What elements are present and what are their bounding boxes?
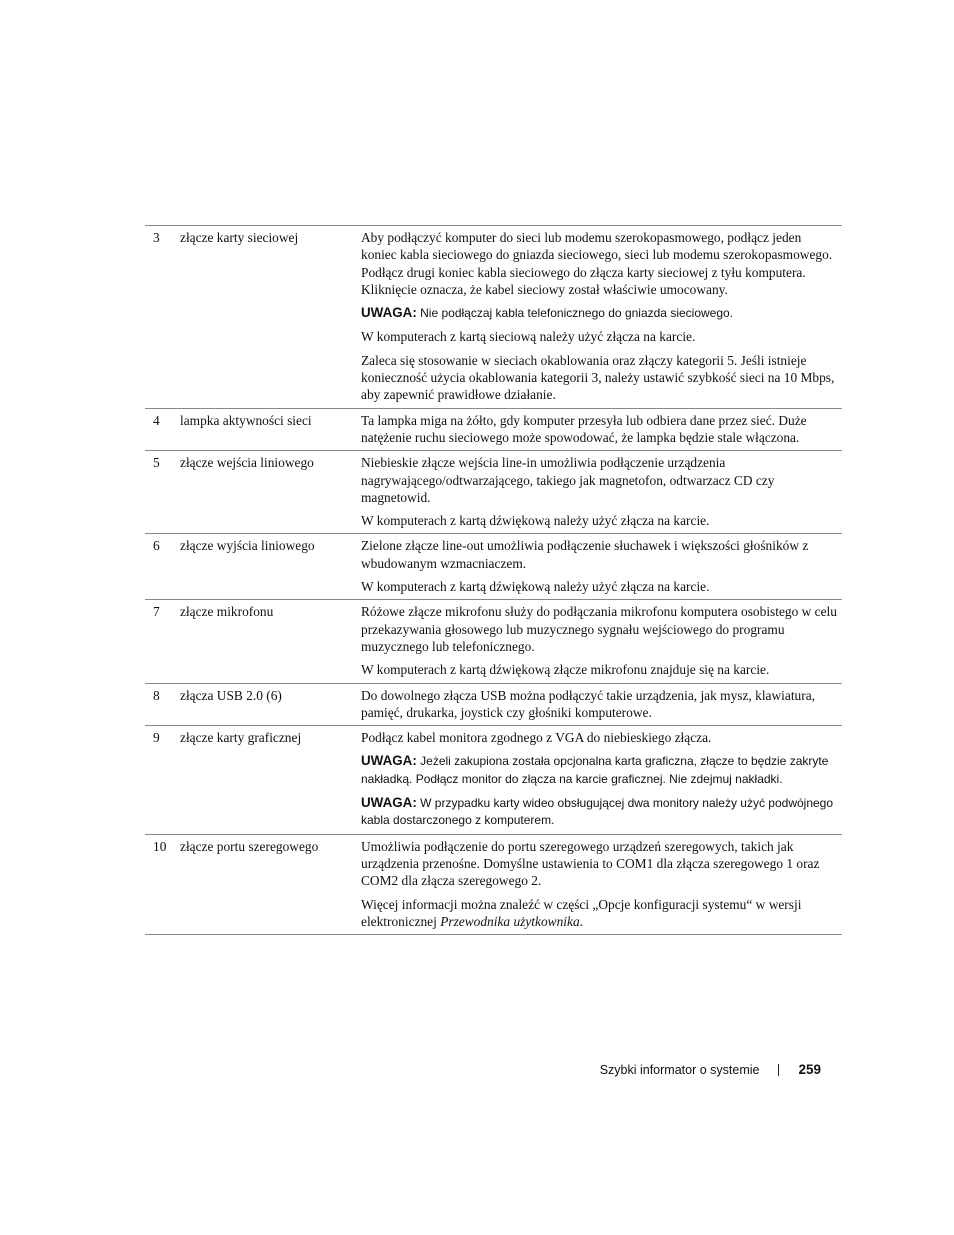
connector-description — [361, 834, 842, 934]
connector-description — [361, 600, 842, 683]
table-row — [145, 534, 842, 600]
connector-description — [361, 683, 842, 726]
note-text: Jeżeli zakupiona została opcjonalna karta graficzna, złącze to będzie zakryte nakładką. Podłącz monitor do złącza na karcie graficznej. Nie zdejmuj nakładki. — [361, 754, 829, 786]
row-number: 8 — [145, 683, 162, 726]
note — [361, 752, 840, 788]
connector-description — [361, 726, 842, 834]
paragraph: Umożliwia podłączenie do portu szeregowego urządzeń szeregowych, takich jak urządzenia przenośne. Domyślne ustawienia to COM1 dla złącza szeregowego 1 oraz COM2 dla złącza szeregowego 2. — [361, 838, 820, 889]
connector-name: złącze portu szeregowego — [162, 834, 361, 934]
connector-name: złącze wejścia liniowego — [162, 451, 361, 534]
paragraph: Różowe złącze mikrofonu służy do podłączania mikrofonu komputera osobistego w celu przekazywania głosowego lub muzycznego sygnału wejściowego do programu muzycznego lub telefonicznego. — [361, 604, 837, 654]
paragraph: Podłącz kabel monitora zgodnego z VGA do niebieskiego złącza. — [361, 730, 712, 746]
note-text: Nie podłączaj kabla telefonicznego do gniazda sieciowego. — [420, 306, 734, 321]
table-row — [145, 834, 842, 934]
paragraph: Zielone złącze line-out umożliwia podłączenie słuchawek i większości głośników z wbudowanym wzmacniaczem. — [361, 538, 809, 571]
connector-name: złącze mikrofonu — [162, 600, 361, 683]
paragraph: W komputerach z kartą dźwiękową złącze mikrofonu znajduje się na karcie. — [361, 662, 770, 678]
table-row — [145, 726, 842, 834]
row-number: 3 — [153, 230, 160, 245]
paragraph: Aby podłączyć komputer do sieci lub modemu szerokopasmowego, podłącz jeden koniec kabla sieciowego do gniazda sieciowego, sieci lub modemu szerokopasmowego. Podłącz drugi koniec kabla sieciowego do złącza karty sieciowej z tyłu komputera. Kliknięcie oznacza, że kabel sieciowy został właściwie umocowany. — [361, 230, 833, 297]
table-row — [145, 683, 842, 726]
paragraph: W komputerach z kartą dźwiękową należy użyć złącza na karcie. — [361, 513, 710, 529]
paragraph — [361, 896, 840, 931]
connector-description — [361, 534, 842, 600]
page-number: 259 — [798, 1062, 821, 1077]
note-label: UWAGA: — [361, 795, 417, 811]
row-number: 5 — [145, 451, 162, 534]
paragraph: Niebieskie złącze wejścia line-in umożliwia podłączenie urządzenia nagrywającego/odtwarzającego, takiego jak magnetofon, odtwarzacz CD czy magnetowid. — [361, 455, 775, 505]
paragraph: W komputerach z kartą dźwiękową należy użyć złącza na karcie. — [361, 579, 710, 595]
note-label: UWAGA: — [361, 753, 417, 769]
page-footer — [600, 1062, 821, 1077]
row-number: 7 — [145, 600, 162, 683]
paragraph-text: Więcej informacji można znaleźć w części „Opcje konfiguracji systemu“ w wersji elektronicznej — [361, 896, 802, 929]
note — [361, 794, 840, 830]
manual-title: Przewodnika użytkownika — [440, 913, 580, 929]
note — [361, 304, 840, 322]
row-number: 9 — [145, 726, 162, 834]
table-row — [145, 600, 842, 683]
paragraph: Ta lampka miga na żółto, gdy komputer przesyła lub odbiera dane przez sieć. Duże natężenie ruchu sieciowego może spowodować, że lampka będzie stale włączona. — [361, 412, 807, 445]
connector-description — [361, 451, 842, 534]
connector-name: złącze wyjścia liniowego — [162, 534, 361, 600]
connector-name: złącza USB 2.0 (6) — [162, 683, 361, 726]
paragraph-end: . — [579, 913, 584, 929]
connector-table-body — [145, 226, 842, 935]
table-row — [145, 408, 842, 451]
row-number: 4 — [145, 408, 162, 451]
table-row — [145, 226, 842, 409]
paragraph: W komputerach z kartą sieciową należy użyć złącza na karcie. — [361, 329, 696, 345]
connector-name: lampka aktywności sieci — [162, 408, 361, 451]
footer-section-title: Szybki informator o systemie — [599, 1062, 760, 1077]
note-label: UWAGA: — [361, 305, 417, 321]
connector-description — [361, 226, 842, 409]
row-number: 6 — [145, 534, 162, 600]
table-row — [145, 451, 842, 534]
paragraph: Zaleca się stosowanie w sieciach okablowania oraz złączy kategorii 5. Jeśli istnieje konieczność użycia okablowania kategorii 3, należy ustawić szybkość sieci na 10 Mbps, aby zapewnić prawidłowe działanie. — [361, 352, 835, 403]
note-text: W przypadku karty wideo obsługującej dwa monitory należy użyć podwójnego kabla dostarczonego z komputerem. — [361, 796, 834, 828]
connector-table — [145, 225, 842, 935]
footer-separator — [778, 1064, 779, 1076]
connector-description — [361, 408, 842, 451]
row-number: 10 — [145, 834, 162, 934]
paragraph: Do dowolnego złącza USB można podłączyć takie urządzenia, jak mysz, klawiatura, pamięć, drukarka, joystick czy głośniki komputerowe. — [361, 687, 815, 720]
connector-name: złącze karty graficznej — [162, 726, 361, 834]
connector-name: złącze karty sieciowej — [180, 230, 299, 245]
